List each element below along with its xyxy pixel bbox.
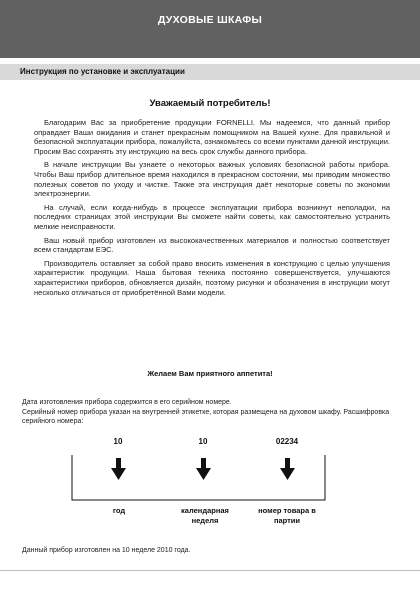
serial-info-line: Дата изготовления прибора содержится в его серийном номере. [22, 399, 232, 406]
paragraph: Благодарим Вас за приобретение продукции FORNELLI. Мы надеемся, что данный прибор оправдает Ваши ожидания и станет прекрасным помощником на Вашей кухне. Для правильной и безопасной эксплуатации прибора, пожалуйста, ознакомьтесь со всеми пунктами данной инструкции. Просим Вас сохранять эту инструкцию на весь срок службы данного прибора. [34, 118, 390, 156]
greeting-heading: Уважаемый потребитель! [149, 98, 271, 109]
serial-part-label-year: год [112, 506, 126, 515]
closing-wish: Желаем Вам приятного аппетита! [147, 369, 273, 378]
arrow-down-icon [280, 458, 295, 480]
arrow-down-icon [196, 458, 211, 480]
serial-part-label-week: календарная неделя [181, 506, 229, 525]
paragraph: Ваш новый прибор изготовлен из высококачественных материалов и полностью соответствует всем стандартам ЕЭС. [34, 235, 390, 255]
serial-number-diagram [0, 430, 420, 540]
serial-part-number-item: 02234 [275, 437, 299, 446]
serial-part-number-week: 10 [198, 437, 208, 446]
paragraph: На случай, если когда-нибудь в процессе эксплуатации прибора возникнут неполадки, на последних страницах этой инструкции Вы сможете найти советы, как самостоятельно устранить мелкие неисправности. [34, 202, 390, 231]
manufacture-date-note: Данный прибор изготовлен на 10 неделе 2010 года. [22, 547, 191, 554]
arrow-down-icon [111, 458, 126, 480]
section-title: Инструкция по установке и эксплуатации [20, 67, 185, 76]
serial-info-line: Серийный номер прибора указан на внутренней этикетке, которая размещена на духовом шкафу. Расшифровка серийного номера: [22, 408, 390, 425]
bottom-divider [0, 570, 420, 571]
paragraph: В начале инструкции Вы узнаете о некоторых важных условиях безопасной работы прибора. Чтобы Ваш прибор длительное время находился в прекрасном состоянии, мы приводим множество полезных советов по уходу и чистке. Также эта инструкция даёт некоторые советы по экономии электроэнергии. [34, 160, 390, 199]
serial-part-number-year: 10 [113, 437, 123, 446]
serial-info [22, 398, 402, 427]
page-header-title: ДУХОВЫЕ ШКАФЫ [157, 14, 263, 26]
serial-part-label-item: номер товара в партии [258, 506, 316, 525]
header-band [0, 0, 420, 58]
intro-text [34, 118, 390, 301]
paragraph: Производитель оставляет за собой право вносить изменения в конструкцию с целью улучшения характеристик продукции. Наша бытовая техника постоянно совершенствуется, улучшаются характеристики приборов, обновляется дизайн, поэтому рисунки и обозначения в инструкции могут несколько отличаться от приобретённой Вами модели. [34, 258, 390, 297]
